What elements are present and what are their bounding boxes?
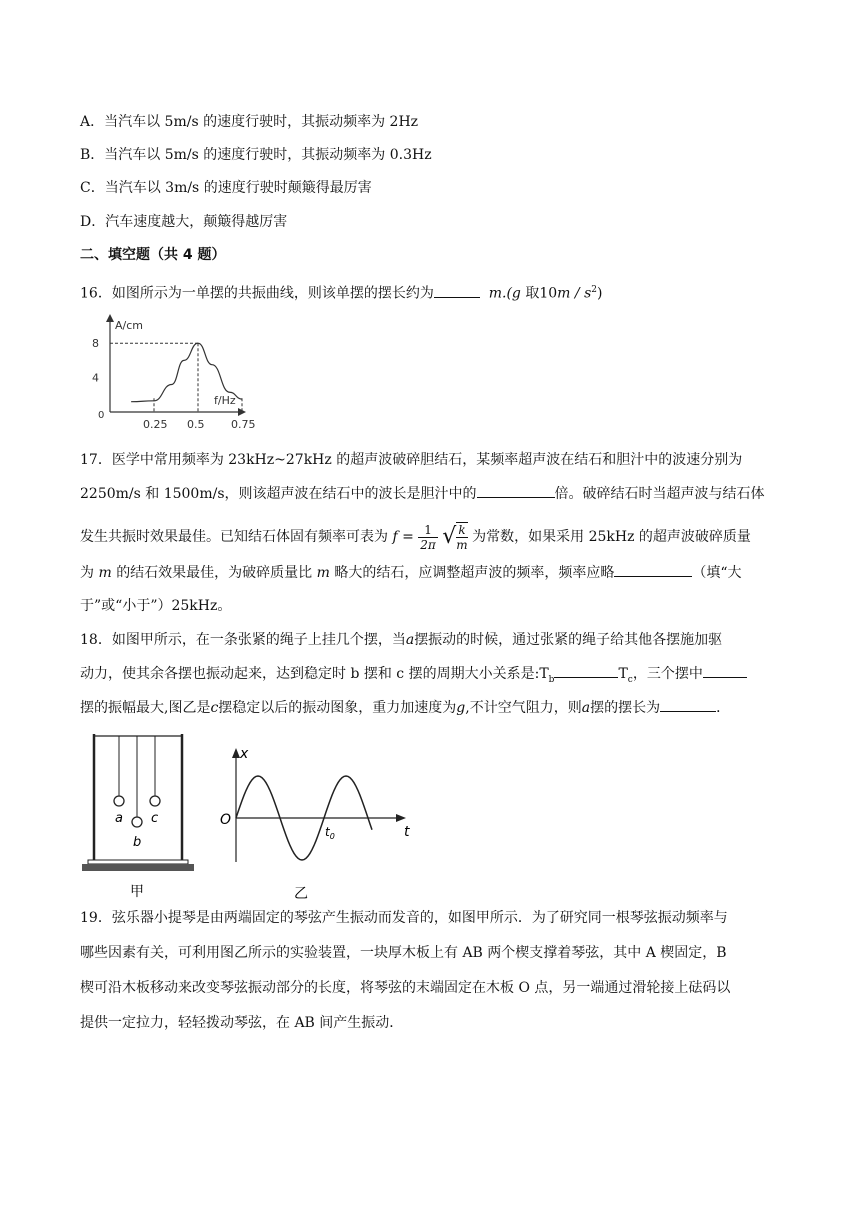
chart-xtick-label: 0.25 bbox=[143, 418, 168, 431]
chart-series-line bbox=[131, 343, 242, 401]
resonance-curve-chart bbox=[88, 312, 258, 440]
q17-blank-1[interactable] bbox=[477, 483, 555, 498]
q16-take: 取 bbox=[520, 285, 540, 302]
q18-blank-1[interactable] bbox=[554, 663, 618, 678]
graph-t0-label: $t_0$ bbox=[325, 825, 335, 841]
q18-line-1a: 18．如图甲所示，在一条张紧的绳子上挂几个摆，当 bbox=[80, 632, 406, 648]
formula-den: 2π bbox=[420, 537, 436, 552]
q18-line-3 bbox=[80, 697, 730, 718]
pendulum-figure bbox=[80, 726, 200, 904]
q18-c: c bbox=[210, 700, 219, 716]
formula-fraction bbox=[418, 523, 438, 552]
q17-line-4b: 的结石效果最佳，为破碎质量比 bbox=[116, 565, 313, 581]
label-c: c bbox=[151, 811, 159, 826]
formula-num: 1 bbox=[418, 523, 438, 538]
q17-line-4d: （填“大 bbox=[692, 565, 742, 581]
q17-line-5: 于”或“小于”）25kHz。 bbox=[80, 598, 232, 614]
formula-f: f = bbox=[392, 529, 414, 545]
caption-jia: 甲 bbox=[130, 884, 144, 900]
q18-g: g bbox=[456, 700, 466, 716]
q16-text: 16．如图所示为一单摆的共振曲线，则该单摆的摆长约为 bbox=[80, 285, 434, 302]
graph-x-label: x bbox=[240, 746, 249, 762]
q19-line-4: 提供一定拉力，轻轻拨动琴弦，在 AB 间产生振动． bbox=[80, 1015, 404, 1031]
graph-t-label: t bbox=[404, 824, 410, 840]
q16-g-value: 10 bbox=[539, 285, 558, 302]
pendulum-b-bob bbox=[132, 817, 142, 827]
chart-ytick-label: 4 bbox=[92, 371, 99, 385]
q18-a2: a bbox=[581, 700, 591, 716]
q18-line-3b: 摆稳定以后的振动图象，重力加速度为 bbox=[218, 700, 457, 716]
q18-line-3d: 摆的摆长为 bbox=[590, 700, 661, 716]
q17-line-4 bbox=[80, 562, 742, 583]
q16-answer-blank[interactable] bbox=[434, 283, 480, 298]
q18-line-3e: ． bbox=[716, 700, 731, 716]
chart-xlabel: f/Hz bbox=[214, 394, 236, 407]
pendulum-c-bob bbox=[150, 796, 160, 806]
formula-sqrt: √ $\frac{k}{m}$ bbox=[442, 523, 468, 552]
graph-t-arrow bbox=[396, 814, 406, 822]
q18-line-1b: 摆振动的时候，通过张紧的绳子给其他各摆施加驱 bbox=[414, 632, 723, 648]
q18-line-1 bbox=[80, 630, 722, 650]
q17-m2: m bbox=[316, 565, 330, 581]
graph-x-arrow bbox=[232, 748, 240, 758]
q17-line-3 bbox=[80, 522, 751, 552]
q18-sub-b: b bbox=[548, 674, 555, 685]
q18-blank-2[interactable] bbox=[703, 663, 747, 678]
q17-line-2 bbox=[80, 483, 765, 504]
q19-line-1: 19．弦乐器小提琴是由两端固定的琴弦产生振动而发音的，如图甲所示．为了研究同一根琴弦振动频率与 bbox=[80, 910, 728, 926]
caption-yi: 乙 bbox=[294, 886, 308, 902]
q18-blank-3[interactable] bbox=[660, 697, 716, 712]
formula-m: m bbox=[456, 538, 468, 552]
q16-g: g bbox=[511, 285, 521, 302]
pendulum-a-bob bbox=[114, 796, 124, 806]
label-b: b bbox=[133, 835, 142, 850]
option-d: D．汽车速度越大，颠簸得越厉害 bbox=[80, 214, 288, 230]
option-c: C．当汽车以 3m/s 的速度行驶时颠簸得最厉害 bbox=[80, 180, 372, 196]
chart-xtick-label: 0.5 bbox=[187, 418, 205, 431]
q19-line-2: 哪些因素有关，可利用图乙所示的实验装置，一块厚木板上有 AB 两个楔支撑着琴弦，其中 A 楔固定，B bbox=[80, 945, 727, 961]
q17-blank-2[interactable] bbox=[614, 562, 692, 577]
chart-origin: 0 bbox=[98, 410, 105, 421]
section-title: 二、填空题（共 4 题） bbox=[80, 247, 226, 263]
chart-ylabel: A/cm bbox=[115, 319, 143, 332]
option-b: B．当汽车以 5m/s 的速度行驶时，其振动频率为 0.3Hz bbox=[80, 147, 432, 163]
chart-xtick-label: 0.75 bbox=[231, 418, 256, 431]
question-16 bbox=[80, 280, 602, 304]
q17-line-3b: 为常数，如果采用 25kHz 的超声波破碎质量 bbox=[472, 529, 751, 545]
q18-line-3a: 摆的振幅最大,图乙是 bbox=[80, 700, 211, 716]
chart-y-arrow bbox=[106, 314, 114, 322]
q17-line-2a: 2250m/s 和 1500m/s，则该超声波在结石中的波长是胆汁中的 bbox=[80, 486, 477, 502]
q17-line-1: 17．医学中常用频率为 23kHz~27kHz 的超声波破碎胆结石，某频率超声波在结石和胆汁中的波速分别为 bbox=[80, 452, 743, 468]
q18-line-2a: 动力，使其余各摆也振动起来，达到稳定时 b 摆和 c 摆的周期大小关系是:T bbox=[80, 666, 549, 682]
graph-origin: O bbox=[220, 812, 232, 828]
q19-line-3: 楔可沿木板移动来改变琴弦振动部分的长度，将琴弦的末端固定在木板 O 点，另一端通过滑轮接上砝码以 bbox=[80, 980, 731, 996]
option-a: A．当汽车以 5m/s 的速度行驶时，其振动频率为 2Hz bbox=[80, 114, 419, 130]
q17-line-4a: 为 bbox=[80, 565, 94, 581]
q17-line-3a: 发生共振时效果最佳。已知结石体固有频率可表为 bbox=[80, 529, 388, 545]
q18-sub-c: c bbox=[627, 674, 633, 685]
q18-line-2c: ，三个摆中 bbox=[632, 666, 703, 682]
q17-m1: m bbox=[98, 565, 112, 581]
vibration-graph bbox=[212, 744, 422, 904]
q16-unit: m.( bbox=[488, 285, 512, 302]
base-bottom bbox=[82, 864, 194, 871]
q18-line-2 bbox=[80, 663, 747, 690]
q18-a: a bbox=[405, 632, 415, 648]
q17-line-2b: 倍。破碎结石时当超声波与结石体 bbox=[554, 486, 765, 502]
formula-k: k bbox=[456, 523, 467, 538]
q18-line-2b: T bbox=[618, 666, 628, 682]
chart-ytick-label: 8 bbox=[92, 337, 99, 351]
q16-paren: ) bbox=[596, 285, 603, 302]
q17-line-4c: 略大的结石，应调整超声波的频率，频率应略 bbox=[334, 565, 615, 581]
label-a: a bbox=[115, 811, 123, 826]
q16-g-exp: 2 bbox=[591, 285, 597, 295]
q18-line-3c: ,不计空气阻力，则 bbox=[465, 700, 582, 716]
q16-g-unit: m / s bbox=[557, 285, 592, 302]
base-top bbox=[88, 860, 188, 864]
